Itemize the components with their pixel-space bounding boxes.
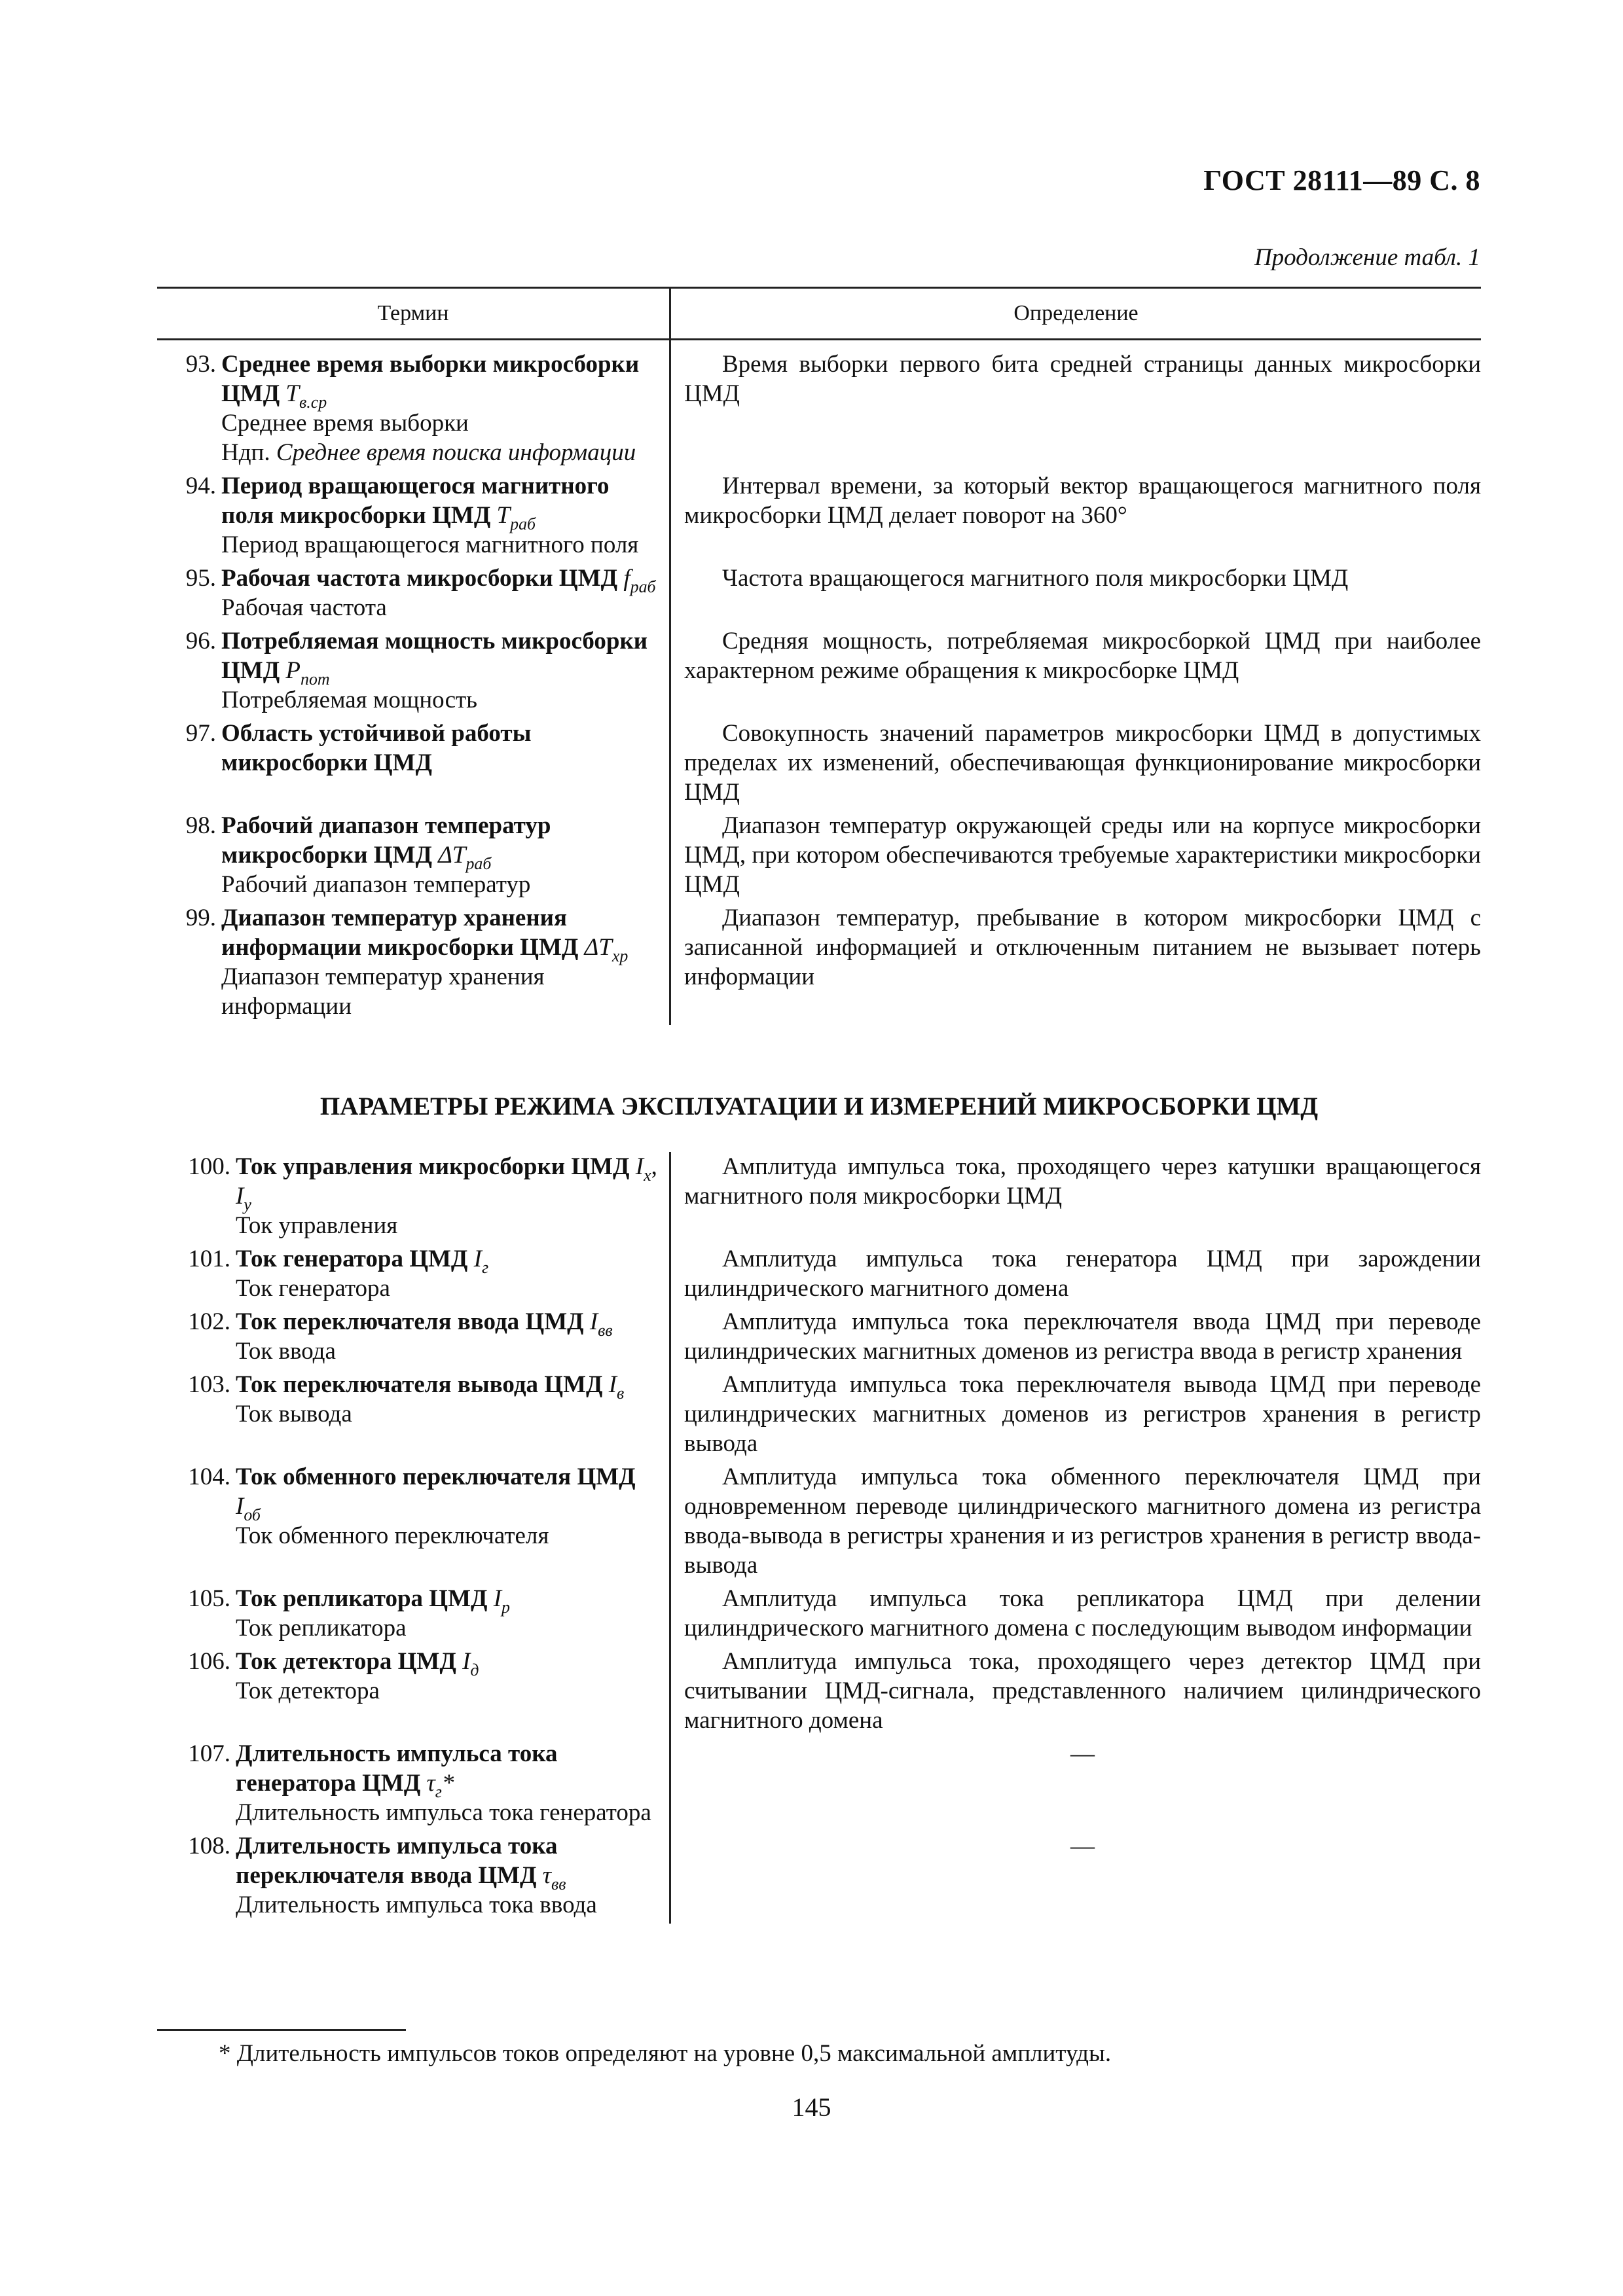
definition-cell xyxy=(669,1152,1481,1240)
term-cell: 100. Ток управления микросборки ЦМД $I_x$, $I_y$ Ток управления xyxy=(157,1152,669,1240)
definition-text: Частота вращающегося магнитного поля микросборки ЦМД xyxy=(722,565,1349,592)
term-number: 106. xyxy=(188,1648,230,1675)
definition-cell xyxy=(669,1647,1481,1735)
definition-cell xyxy=(669,626,1481,715)
table-row xyxy=(157,903,1481,1021)
term-not-allowed: Ндп. Среднее время поиска информации xyxy=(221,439,636,466)
table-row xyxy=(157,1647,1481,1735)
definition-text: — xyxy=(1070,1833,1095,1859)
term-name: Ток переключателя вывода ЦМД xyxy=(236,1371,603,1398)
term-name: Длительность импульса тока переключателя ввода ЦМД xyxy=(236,1833,558,1889)
term-cell xyxy=(157,1831,669,1920)
table-row xyxy=(157,1244,1481,1303)
table-row xyxy=(157,719,1481,807)
definition-cell xyxy=(669,811,1481,899)
term-cell xyxy=(157,1739,669,1827)
term-synonym: Ток вывода xyxy=(236,1401,352,1427)
term-symbol: $I_г$ xyxy=(473,1246,489,1277)
term-synonym: Длительность импульса тока генератора xyxy=(236,1799,651,1826)
term-symbol: $I_x$ xyxy=(635,1153,651,1185)
term-synonym: Ток обменного переключателя xyxy=(236,1522,549,1549)
term-synonym: Среднее время выборки xyxy=(221,410,469,437)
column-header-term: Термин xyxy=(377,301,449,325)
term-name: Ток управления микросборки ЦМД xyxy=(236,1153,630,1180)
definition-text: Амплитуда импульса тока переключателя вывода ЦМД при переводе цилиндрических магнитных доменов из регистров хранения в регистр вывода xyxy=(684,1371,1481,1457)
term-name: Среднее время выборки микросборки ЦМД xyxy=(221,351,640,407)
page-header: ГОСТ 28111—89 С. 8 xyxy=(1203,164,1480,196)
term-synonym: Период вращающегося магнитного поля xyxy=(221,531,639,558)
term-name: Ток репликатора ЦМД xyxy=(236,1585,488,1612)
definition-text: Интервал времени, за который вектор вращающегося магнитного поля микросборки ЦМД делает поворот на 360° xyxy=(684,473,1481,529)
term-cell xyxy=(157,1307,669,1366)
term-cell xyxy=(157,1244,669,1303)
term-cell xyxy=(157,719,669,807)
term-cell xyxy=(157,811,669,899)
definition-text: Совокупность значений параметров микросборки ЦМД в допустимых пределах их изменений, обеспечивающая функционирование микросборки ЦМД xyxy=(684,720,1481,806)
term-number: 94. xyxy=(185,473,216,499)
definition-cell xyxy=(669,719,1481,807)
definition-text: Средняя мощность, потребляемая микросборкой ЦМД при наиболее характерном режиме обращения к микросборке ЦМД xyxy=(684,628,1481,684)
term-cell xyxy=(157,1462,669,1580)
term-synonym: Длительность импульса тока ввода xyxy=(236,1892,597,1918)
term-cell xyxy=(157,1370,669,1458)
term-number: 96. xyxy=(185,628,216,655)
term-number: 107. xyxy=(188,1740,230,1767)
term-cell xyxy=(157,626,669,715)
term-name: Область устойчивой работы микросборки ЦМД xyxy=(221,720,532,776)
table-row xyxy=(157,1370,1481,1458)
term-symbol: $I_{вв}$ xyxy=(589,1308,613,1340)
term-synonym: Рабочий диапазон температур xyxy=(221,871,531,898)
term-symbol: $I_р$ xyxy=(493,1585,510,1617)
term-name: Период вращающегося магнитного поля микросборки ЦМД xyxy=(221,473,610,529)
term-symbol: $\Delta T_{раб}$ xyxy=(438,842,492,873)
definition-text: — xyxy=(1070,1740,1095,1767)
table-row xyxy=(157,1462,1481,1580)
term-symbol: $P_{пот}$ xyxy=(285,657,330,689)
term-name: Ток генератора ЦМД xyxy=(236,1246,468,1272)
table-row xyxy=(157,1307,1481,1366)
page-number: 145 xyxy=(792,2092,831,2122)
term-name: Ток детектора ЦМД xyxy=(236,1648,456,1675)
term-name: Ток обменного переключателя ЦМД xyxy=(236,1463,636,1490)
table-row xyxy=(157,811,1481,899)
table-body xyxy=(157,350,1481,1025)
definition-text: Амплитуда импульса тока репликатора ЦМД при делении цилиндрического магнитного домена с последующим выводом информации xyxy=(684,1585,1481,1641)
section-title: ПАРАМЕТРЫ РЕЖИМА ЭКСПЛУАТАЦИИ И ИЗМЕРЕНИЙ МИКРОСБОРКИ ЦМД xyxy=(319,1092,1319,1121)
term-synonym: Ток управления xyxy=(236,1212,398,1239)
definition-text: Время выборки первого бита средней страницы данных микросборки ЦМД xyxy=(684,351,1481,407)
term-symbol: $I_в$ xyxy=(608,1371,625,1403)
term-cell xyxy=(157,903,669,1021)
term-name: Рабочий диапазон температур микросборки ЦМД xyxy=(221,812,551,869)
term-symbol: $T_{в.ср}$ xyxy=(285,380,327,412)
term-synonym: Ток генератора xyxy=(236,1275,390,1302)
term-symbol: $\Delta T_{хр}$ xyxy=(584,934,629,965)
term-synonym: Рабочая частота xyxy=(221,594,387,621)
term-name: Рабочая частота микросборки ЦМД xyxy=(221,565,618,592)
column-header-definition: Определение xyxy=(669,289,1481,338)
term-symbol: $\tau_{вв}$ xyxy=(542,1862,566,1893)
definition-cell xyxy=(669,1244,1481,1303)
definition-cell xyxy=(669,564,1481,622)
term-name: Потребляемая мощность микросборки ЦМД xyxy=(221,628,648,684)
table-row xyxy=(157,564,1481,622)
term-cell xyxy=(157,1584,669,1643)
term-number: 101. xyxy=(188,1246,230,1272)
term-name: Ток переключателя ввода ЦМД xyxy=(236,1308,584,1335)
term-symbol: $I_{об}$ xyxy=(236,1493,261,1524)
term-number: 105. xyxy=(188,1585,230,1612)
term-number: 95. xyxy=(185,565,216,592)
term-number: 98. xyxy=(185,812,216,839)
table-row xyxy=(157,1152,1481,1240)
definition-cell xyxy=(669,1739,1481,1827)
footnote-divider xyxy=(157,2029,406,2031)
term-symbol: $\tau_г*$ xyxy=(426,1770,454,1801)
term-number: 93. xyxy=(185,351,216,378)
term-number: 99. xyxy=(185,905,216,931)
definition-text: Амплитуда импульса тока переключателя ввода ЦМД при переводе цилиндрических магнитных доменов из регистра ввода в регистр хранения xyxy=(684,1308,1481,1365)
definition-cell xyxy=(669,350,1481,467)
term-symbol: $f_{раб}$ xyxy=(623,565,656,596)
footnote: * Длительность импульсов токов определяют на уровне 0,5 максимальной амплитуды. xyxy=(219,2040,1112,2067)
definition-text: Амплитуда импульса тока, проходящего через детектор ЦМД при считывании ЦМД-сигнала, представленного наличием цилиндрического магнитного домена xyxy=(684,1648,1481,1734)
term-name: Диапазон температур хранения информации микросборки ЦМД xyxy=(221,905,579,961)
table-header xyxy=(157,287,1481,340)
terms-table xyxy=(157,287,1481,1025)
table-row xyxy=(157,1739,1481,1827)
term-symbol: $I_д$ xyxy=(462,1648,479,1679)
table-row xyxy=(157,1831,1481,1920)
definition-text: Амплитуда импульса тока генератора ЦМД при зарождении цилиндрического магнитного домена xyxy=(684,1246,1481,1302)
definition-cell xyxy=(669,903,1481,1021)
table-row xyxy=(157,471,1481,560)
term-number: 102. xyxy=(188,1308,230,1335)
definition-text: Амплитуда импульса тока, проходящего через катушки вращающегося магнитного поля микросборки ЦМД xyxy=(684,1153,1481,1210)
definition-cell xyxy=(669,1831,1481,1920)
term-name: Длительность импульса тока генератора ЦМД xyxy=(236,1740,558,1797)
term-number: 97. xyxy=(185,720,216,747)
table-caption: Продолжение табл. 1 xyxy=(1254,244,1480,271)
term-number: 103. xyxy=(188,1371,230,1398)
table-row xyxy=(157,350,1481,467)
term-number: 108. xyxy=(188,1833,230,1859)
definition-text: Диапазон температур окружающей среды или на корпусе микросборки ЦМД, при котором обеспечиваются требуемые характеристики микросборки ЦМД xyxy=(684,812,1481,898)
term-synonym: Ток ввода xyxy=(236,1338,336,1365)
params-table xyxy=(157,1152,1481,1924)
term-symbol: $T_{раб}$ xyxy=(496,502,536,533)
term-symbol-2: $I_y$ xyxy=(236,1183,251,1214)
table-row xyxy=(157,626,1481,715)
definition-cell xyxy=(669,1462,1481,1580)
term-cell xyxy=(157,1647,669,1735)
definition-text: Диапазон температур, пребывание в котором микросборки ЦМД с записанной информацией и отключенным питанием не вызывает потерь информации xyxy=(684,905,1481,990)
term-cell xyxy=(157,471,669,560)
term-number: 104. xyxy=(188,1463,230,1490)
term-cell xyxy=(157,564,669,622)
definition-cell xyxy=(669,1370,1481,1458)
table-row xyxy=(157,1584,1481,1643)
definition-text: Амплитуда импульса тока обменного переключателя ЦМД при одновременном переводе цилиндрического магнитного домена из регистра ввода-вывода в регистры хранения и из регистров хранения в регистр ввода-вывода xyxy=(684,1463,1481,1579)
term-cell xyxy=(157,350,669,467)
term-synonym: Ток детектора xyxy=(236,1677,380,1704)
params-table-body xyxy=(157,1152,1481,1924)
term-number: 100. xyxy=(188,1153,230,1180)
definition-cell xyxy=(669,1307,1481,1366)
definition-cell xyxy=(669,471,1481,560)
definition-cell xyxy=(669,1584,1481,1643)
term-synonym: Ток репликатора xyxy=(236,1615,407,1641)
term-synonym: Диапазон температур хранения информации xyxy=(221,963,545,1020)
term-synonym: Потребляемая мощность xyxy=(221,687,478,713)
